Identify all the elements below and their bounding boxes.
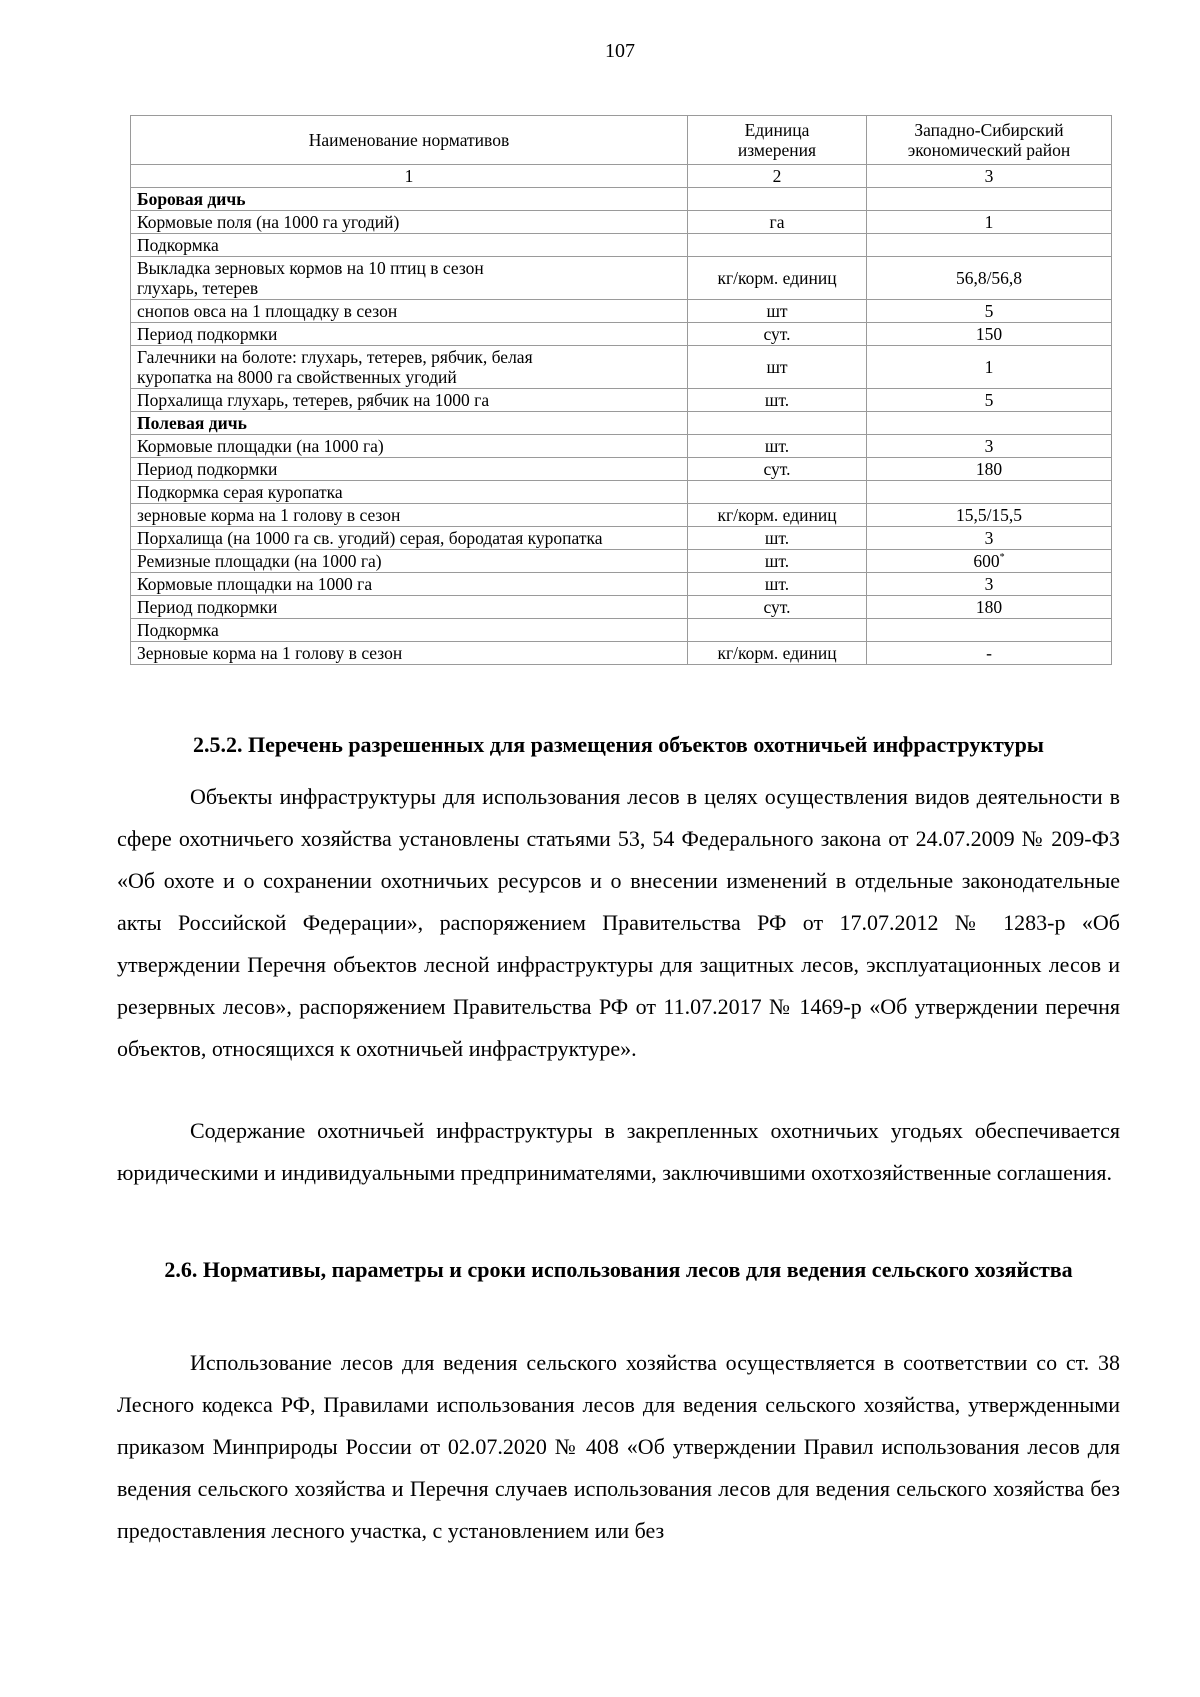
norm-name-cell <box>131 550 688 573</box>
header-unit-line-1: Единица <box>744 120 810 140</box>
header-region-line-2: экономический район <box>907 140 1071 160</box>
unit-cell: шт <box>688 346 867 389</box>
unit-cell <box>688 234 867 257</box>
table-row <box>131 323 1112 346</box>
norm-name-line: снопов овса на 1 площадку в сезон <box>137 301 398 321</box>
section-2-5-2-paragraph-2: Содержание охотничьей инфраструктуры в закрепленных охотничьих угодьях обеспечивается юридическими и индивидуальными предпринимателями, заключившими охотхозяйственные соглашения. <box>117 1118 1120 1185</box>
header-unit <box>688 116 867 165</box>
section-2-6 <box>117 1249 1120 1291</box>
norm-name-cell <box>131 573 688 596</box>
table-row <box>131 619 1112 642</box>
norm-name-line: Период подкормки <box>137 597 278 617</box>
table-column-numbers-row <box>131 165 1112 188</box>
norm-name-cell <box>131 619 688 642</box>
table-row <box>131 573 1112 596</box>
region-value-cell: 180 <box>867 596 1112 619</box>
table-row <box>131 257 1112 300</box>
table-row <box>131 389 1112 412</box>
section-2-5-2 <box>117 724 1120 766</box>
section-2-6-paragraph-1: Использование лесов для ведения сельского хозяйства осуществляется в соответствии со ст. 38 Лесного кодекса РФ, Правилами использования лесов для ведения сельского хозяйства, утвержденными приказом Минприроды России от 02.07.2020 № 408 «Об утверждении Правил использования лесов для ведения сельского хозяйства и Перечня случаев использования лесов для ведения сельского хозяйства без предоставления лесного участка, с установлением или без <box>117 1350 1120 1543</box>
table-row <box>131 481 1112 504</box>
region-value-cell: 600* <box>867 550 1112 573</box>
section-2-6-title: 2.6. Нормативы, параметры и сроки использования лесов для ведения сельского хозяйства <box>164 1257 1073 1282</box>
region-value-cell: - <box>867 642 1112 665</box>
norm-name-line: глухарь, тетерев <box>137 278 259 298</box>
norm-name-cell <box>131 211 688 234</box>
norm-name-line: Подкормка <box>137 235 219 255</box>
region-value-cell: 3 <box>867 573 1112 596</box>
column-number-2: 2 <box>688 165 867 188</box>
table-row <box>131 642 1112 665</box>
table-row <box>131 435 1112 458</box>
norm-name-line: Галечники на болоте: глухарь, тетерев, рябчик, белая <box>137 347 533 367</box>
unit-cell: кг/корм. единиц <box>688 642 867 665</box>
table-row <box>131 504 1112 527</box>
norm-name-line: Порхалища (на 1000 га св. угодий) серая, бородатая куропатка <box>137 528 603 548</box>
unit-cell <box>688 481 867 504</box>
norm-name-cell <box>131 234 688 257</box>
norm-name-line: зерновые корма на 1 голову в сезон <box>137 505 401 525</box>
norm-name-cell <box>131 481 688 504</box>
unit-cell <box>688 619 867 642</box>
norm-name-line: Зерновые корма на 1 голову в сезон <box>137 643 403 663</box>
section-2-5-2-paragraph-1: Объекты инфраструктуры для использования лесов в целях осуществления видов деятельности в сфере охотничьего хозяйства установлены статьями 53, 54 Федерального закона от 24.07.2009 № 209-ФЗ «Об охоте и о сохранении охотничьих ресурсов и о внесении изменений в отдельные законодательные акты Российской Федерации», распоряжением Правительства РФ от 17.07.2012 № 1283-р «Об утверждении Перечня объектов лесной инфраструктуры для защитных лесов, эксплуатационных лесов и резервных лесов», распоряжением Правительства РФ от 11.07.2017 № 1469-р «Об утверждении перечня объектов, относящихся к охотничьей инфраструктуре». <box>117 784 1120 1061</box>
norm-name-line: Период подкормки <box>137 459 278 479</box>
section-2-5-2-paragraph-1-container <box>117 776 1120 1070</box>
region-value-cell: 3 <box>867 435 1112 458</box>
column-number-1: 1 <box>131 165 688 188</box>
norm-name-cell <box>131 596 688 619</box>
unit-cell: шт. <box>688 389 867 412</box>
norm-name-line: Порхалища глухарь, тетерев, рябчик на 1000 га <box>137 390 490 410</box>
norm-name-line: Ремизные площадки (на 1000 га) <box>137 551 382 571</box>
norm-name-line: Кормовые площадки на 1000 га <box>137 574 373 594</box>
unit-cell <box>688 188 867 211</box>
region-value-cell <box>867 619 1112 642</box>
table-row <box>131 596 1112 619</box>
region-value-cell: 56,8/56,8 <box>867 257 1112 300</box>
page-number: 107 <box>605 40 635 62</box>
unit-cell <box>688 412 867 435</box>
section-2-5-2-paragraph-2-container <box>117 1110 1120 1194</box>
unit-cell: га <box>688 211 867 234</box>
unit-cell: шт. <box>688 573 867 596</box>
table-row <box>131 234 1112 257</box>
footnote-marker: * <box>999 552 1005 564</box>
norm-name-cell <box>131 257 688 300</box>
table-section-row <box>131 188 1112 211</box>
norm-name-cell <box>131 435 688 458</box>
norm-name-line: Боровая дичь <box>137 189 246 209</box>
table-row <box>131 527 1112 550</box>
table-row <box>131 346 1112 389</box>
table-header-row <box>131 116 1112 165</box>
unit-cell: кг/корм. единиц <box>688 504 867 527</box>
table-row <box>131 300 1112 323</box>
section-2-6-paragraph-1-container <box>117 1342 1120 1552</box>
norm-name-cell <box>131 504 688 527</box>
unit-cell: сут. <box>688 323 867 346</box>
unit-cell: сут. <box>688 458 867 481</box>
column-number-3: 3 <box>867 165 1112 188</box>
region-value-cell: 5 <box>867 300 1112 323</box>
unit-cell: кг/корм. единиц <box>688 257 867 300</box>
region-value-cell: 150 <box>867 323 1112 346</box>
header-region-line-1: Западно-Сибирский <box>914 120 1064 140</box>
header-norm-name: Наименование нормативов <box>131 116 688 165</box>
section-2-5-2-title: 2.5.2. Перечень разрешенных для размещения объектов охотничьей инфраструктуры <box>193 732 1044 757</box>
region-value-cell <box>867 188 1112 211</box>
norm-name-cell <box>131 458 688 481</box>
norm-name-cell <box>131 642 688 665</box>
norm-name-cell <box>131 188 688 211</box>
unit-cell: шт. <box>688 550 867 573</box>
norm-name-line: Подкормка серая куропатка <box>137 482 343 502</box>
norm-name-cell <box>131 389 688 412</box>
region-value-cell: 180 <box>867 458 1112 481</box>
table-row <box>131 211 1112 234</box>
norm-name-cell <box>131 346 688 389</box>
table-row <box>131 550 1112 573</box>
table-section-row <box>131 412 1112 435</box>
norms-table <box>130 115 1112 665</box>
region-value-cell: 15,5/15,5 <box>867 504 1112 527</box>
unit-cell: шт. <box>688 527 867 550</box>
region-value-cell: 5 <box>867 389 1112 412</box>
region-value-cell <box>867 481 1112 504</box>
norm-name-line: Период подкормки <box>137 324 278 344</box>
header-region <box>867 116 1112 165</box>
unit-cell: шт <box>688 300 867 323</box>
norm-name-line: Подкормка <box>137 620 219 640</box>
region-value-cell: 1 <box>867 211 1112 234</box>
header-unit-line-2: измерения <box>737 140 817 160</box>
norm-name-cell <box>131 412 688 435</box>
norm-name-line: куропатка на 8000 га свойственных угодий <box>137 367 457 387</box>
norm-name-cell <box>131 300 688 323</box>
unit-cell: шт. <box>688 435 867 458</box>
table-row <box>131 458 1112 481</box>
norm-name-line: Полевая дичь <box>137 413 247 433</box>
norm-name-cell <box>131 323 688 346</box>
norm-name-line: Кормовые поля (на 1000 га угодий) <box>137 212 400 232</box>
region-value-cell: 1 <box>867 346 1112 389</box>
region-value-cell <box>867 412 1112 435</box>
norm-name-line: Выкладка зерновых кормов на 10 птиц в сезон <box>137 258 484 278</box>
region-value-cell: 3 <box>867 527 1112 550</box>
norm-name-line: Кормовые площадки (на 1000 га) <box>137 436 384 456</box>
region-value-cell <box>867 234 1112 257</box>
unit-cell: сут. <box>688 596 867 619</box>
norm-name-cell <box>131 527 688 550</box>
